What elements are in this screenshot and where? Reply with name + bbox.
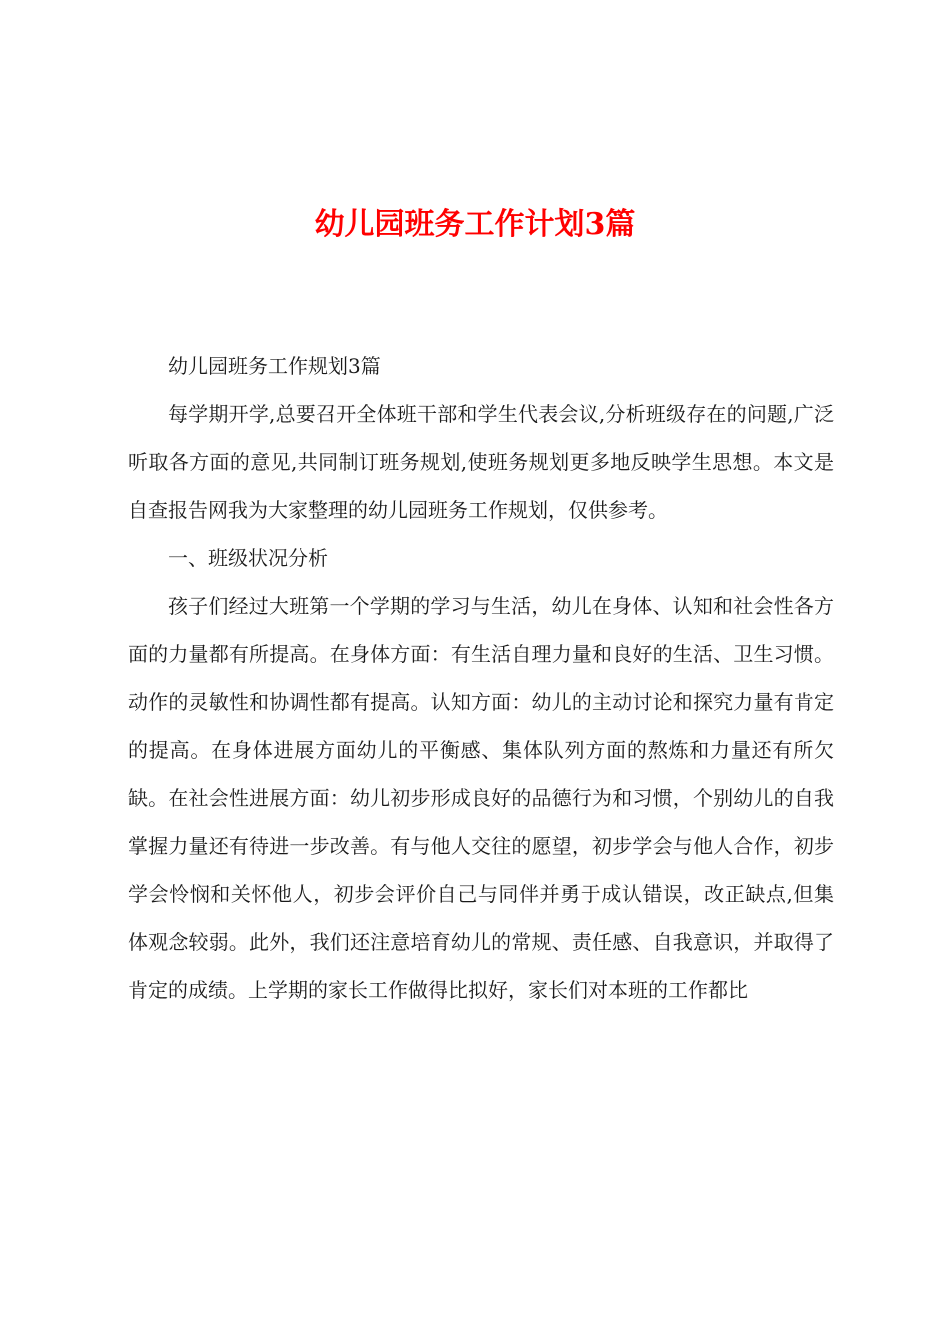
intro-paragraph: 每学期开学,总要召开全体班干部和学生代表会议,分析班级存在的问题,广泛听取各方面的意见,共同制订班务规划,使班务规划更多地反映学生思想。本文是自查报告网我为大家整理的幼儿园班务工作规划，仅供参考。 (128, 402, 834, 522)
body-paragraph: 孩子们经过大班第一个学期的学习与生活，幼儿在身体、认知和社会性各方面的力量都有所提高。在身体方面：有生活自理力量和良好的生活、卫生习惯。动作的灵敏性和协调性都有提高。认知方面：幼儿的主动讨论和探究力量有肯定的提高。在身体进展方面幼儿的平衡感、集体队列方面的熬炼和力量还有所欠缺。在社会性进展方面：幼儿初步形成良好的品德行为和习惯，个别幼儿的自我掌握力量还有待进一步改善。有与他人交往的愿望，初步学会与他人合作，初步学会怜悯和关怀他人，初步会评价自己与同伴并勇于成认错误，改正缺点,但集体观念较弱。此外，我们还注意培育幼儿的常规、责任感、自我意识，并取得了肯定的成绩。上学期的家长工作做得比拟好，家长们对本班的工作都比 (128, 594, 834, 1002)
section-heading: 一、班级状况分析 (168, 546, 328, 570)
subtitle-paragraph: 幼儿园班务工作规划3篇 (168, 354, 381, 378)
document-body (128, 342, 834, 1014)
document-title: 幼儿园班务工作计划3篇 (314, 207, 636, 242)
